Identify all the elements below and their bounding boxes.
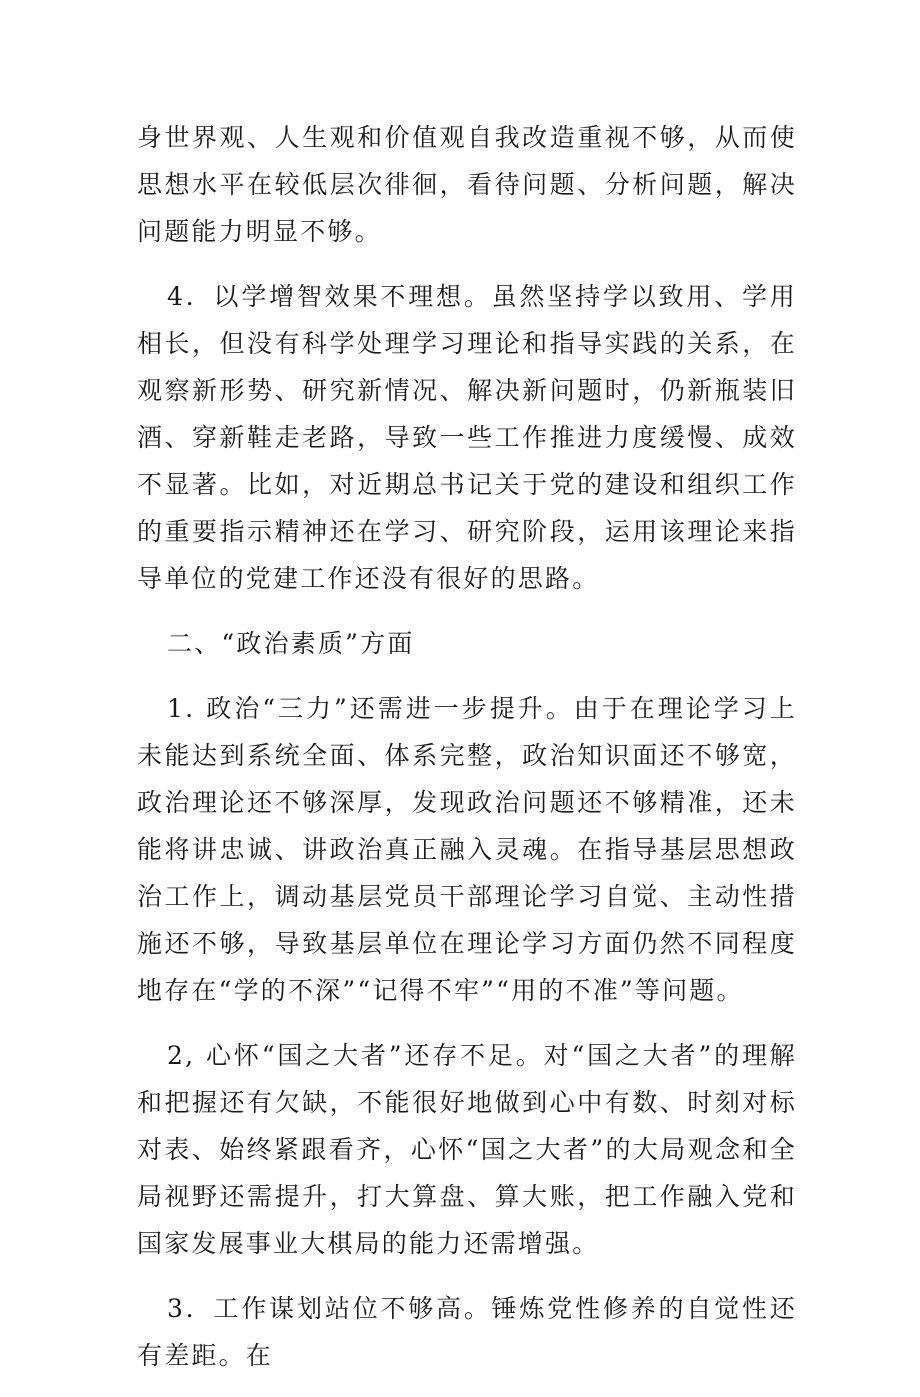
section-heading-political-quality: 二、“政治素质”方面 [167,629,415,658]
paragraph-continued: 身世界观、人生观和价值观自我改造重视不够，从而使思想水平在较低层次徘徊，看待问题、分析问题，解决问题能力明显不够。 [137,123,797,246]
paragraph-item-1: 1. 政治“三力”还需进一步提升。由于在理论学习上未能达到系统全面、体系完整，政治知识面还不够宽，政治理论还不够深厚，发现政治问题还不够精准，还未能将讲忠诚、讲政治真正融入灵魂。在指导基层思想政治工作上，调动基层党员干部理论学习自觉、主动性措施还不够，导致基层单位在理论学习方面仍然不同程度地存在“学的不深”“记得不牢”“用的不准”等问题。 [137,694,797,1005]
paragraph-item-3: 3．工作谋划站位不够高。锤炼党性修养的自觉性还有差距。在 [137,1294,797,1370]
document-body [137,114,797,1397]
paragraph-item-2: 2, 心怀“国之大者”还存不足。对“国之大者”的理解和把握还有欠缺，不能很好地做到心中有数、时刻对标对表、始终紧跟看齐，心怀“国之大者”的大局观念和全局视野还需提升，打大算盘、算大账，把工作融入党和国家发展事业大棋局的能力还需增强。 [137,1041,797,1258]
paragraph-item-4: 4．以学增智效果不理想。虽然坚持学以致用、学用相长，但没有科学处理学习理论和指导实践的关系，在观察新形势、研究新情况、解决新问题时，仍新瓶装旧酒、穿新鞋走老路，导致一些工作推进力度缓慢、成效不显著。比如，对近期总书记关于党的建设和组织工作的重要指示精神还在学习、研究阶段，运用该理论来指导单位的党建工作还没有很好的思路。 [137,282,797,593]
